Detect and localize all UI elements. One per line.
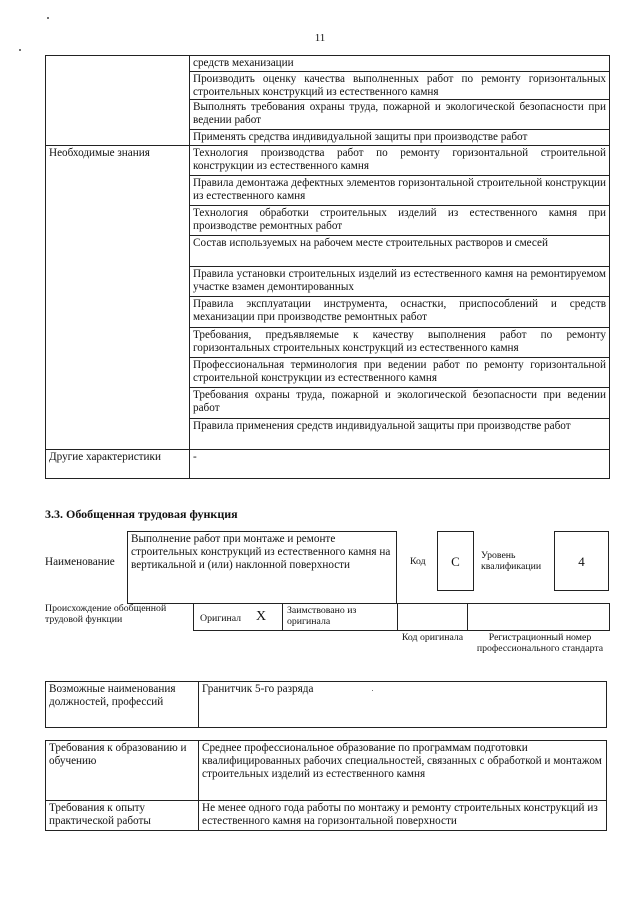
education-label: Требования к образованию и обучению: [46, 741, 199, 801]
positions-table: [45, 681, 607, 728]
experience-value: Не менее одного года работы по монтажу и ремонту строительных конструкций из естественного камня на горизонтальной поверхности: [199, 801, 607, 831]
name-label: Наименование: [45, 556, 115, 568]
knowledge-item: Правила применения средств индивидуальной защиты при производстве работ: [190, 419, 610, 450]
original-mark: X: [256, 609, 267, 624]
other-characteristics-label: Другие характеристики: [46, 450, 190, 479]
skills-label-cell: [46, 56, 190, 146]
labor-function-requirements-table: [45, 55, 610, 479]
registration-number-caption: Регистрационный номер профессионального стандарта: [476, 632, 604, 654]
scan-speck: [47, 17, 49, 19]
qualification-level-value: 4: [554, 531, 609, 591]
registration-number-cell: [467, 603, 610, 631]
skill-item: Выполнять требования охраны труда, пожарной и экологической безопасности при ведении работ: [190, 100, 610, 130]
code-label: Код: [410, 556, 426, 567]
section-title: 3.3. Обобщенная трудовая функция: [45, 507, 238, 521]
original-code-cell: [397, 603, 468, 631]
knowledge-item: Технология обработки строительных изделий из естественного камня при производстве ремонтных работ: [190, 206, 610, 236]
borrowed-label: Заимствовано из оригинала: [282, 603, 398, 631]
knowledge-item: Требования, предъявляемые к качеству выполнения работ по ремонту горизонтальных строительных конструкций из естественного камня: [190, 328, 610, 358]
requirements-table: [45, 740, 607, 831]
qualification-level-label: Уровень квалификации: [481, 550, 542, 572]
code-value: C: [437, 531, 474, 591]
knowledge-item: Требования охраны труда, пожарной и экологической безопасности при ведении работ: [190, 388, 610, 419]
original-cell: [193, 603, 283, 631]
scan-speck: [19, 49, 21, 51]
positions-label: Возможные наименования должностей, профессий: [46, 682, 199, 728]
skill-item: Применять средства индивидуальной защиты при производстве работ: [190, 130, 610, 146]
knowledge-item: Состав используемых на рабочем месте строительных растворов и смесей: [190, 236, 610, 267]
knowledge-item: Правила эксплуатации инструмента, оснастки, приспособлений и средств механизации при производстве ремонтных работ: [190, 297, 610, 328]
generalized-function-name: Выполнение работ при монтаже и ремонте строительных конструкций из естественного камня на вертикальной и (или) наклонной поверхности: [127, 531, 397, 604]
experience-label: Требования к опыту практической работы: [46, 801, 199, 831]
skill-item: Производить оценку качества выполненных работ по ремонту горизонтальных строительных конструкций из естественного камня: [190, 71, 610, 100]
education-value: Среднее профессиональное образование по программам подготовки квалифицированных рабочих специальностей, связанных с обработкой и монтажом строительных изделий из естественного камня: [199, 741, 607, 801]
knowledge-item: Профессиональная терминология при ведении работ по ремонту горизонтальной строительной конструкции из естественного камня: [190, 358, 610, 388]
knowledge-item: Правила демонтажа дефектных элементов горизонтальной строительной конструкции из естественного камня: [190, 176, 610, 206]
skill-item: средств механизации: [190, 56, 610, 72]
positions-value: Гранитчик 5-го разряда: [199, 682, 607, 728]
original-code-caption: Код оригинала: [401, 632, 464, 643]
original-label: Оригинал: [200, 613, 242, 624]
knowledge-item: Технология производства работ по ремонту горизонтальной строительной конструкции из естественного камня: [190, 146, 610, 176]
knowledge-item: Правила установки строительных изделий из естественного камня на ремонтируемом участке взамен демонтированных: [190, 267, 610, 297]
page-number: 11: [314, 32, 326, 44]
knowledge-label: Необходимые знания: [46, 146, 190, 450]
origin-label: Происхождение обобщенной трудовой функции: [45, 603, 167, 625]
other-characteristics-value: -: [190, 450, 610, 479]
